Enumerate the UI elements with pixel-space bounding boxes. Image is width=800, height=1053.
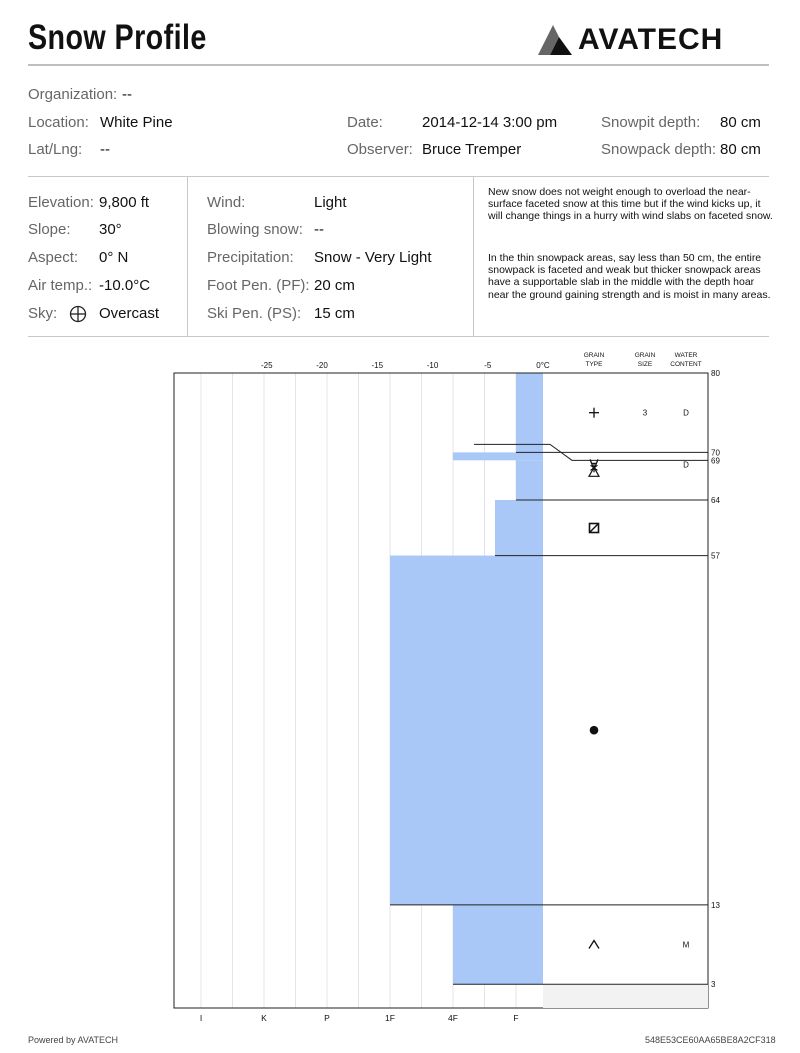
- hardness-bar-0: [516, 373, 543, 452]
- slope-value: 30°: [99, 221, 122, 238]
- precipitation-label: Precipitation:: [207, 249, 294, 266]
- hardness-tick-label: 4F: [448, 1013, 458, 1023]
- depth-label: 80: [711, 369, 720, 378]
- column-header-line2: TYPE: [585, 361, 603, 368]
- avatech-logo: [536, 22, 723, 58]
- depth-hoar-icon: [589, 941, 599, 949]
- notes-paragraph-1: New snow does not weight enough to overload the near-surface faceted snow at this time but if the wind kicks up, it will change things in a hurry with wind slabs on faceted snow.: [488, 186, 773, 223]
- powered-by: Powered by AVATECH: [28, 1035, 119, 1045]
- sky-value: Overcast: [99, 305, 160, 322]
- depth-label: 13: [711, 900, 720, 910]
- mixed-forms-icon: [590, 524, 599, 533]
- column-header-line1: GRAIN: [583, 352, 605, 359]
- hardness-tick-label: F: [513, 1013, 519, 1023]
- elevation-label: Elevation:: [28, 194, 94, 211]
- wind-value: Light: [314, 194, 347, 211]
- temp-tick-label: -25: [260, 361, 273, 370]
- depth-label: 57: [711, 551, 720, 561]
- ground-shading: [543, 984, 708, 1008]
- temp-tick-label: -10: [426, 361, 439, 370]
- aspect-label: Aspect:: [28, 249, 79, 266]
- grain-icons: [589, 408, 690, 950]
- date-value: 2014-12-14 3:00 pm: [422, 114, 558, 131]
- air-temp-label: Air temp.:: [28, 277, 93, 294]
- hardness-bar-5: [453, 905, 543, 984]
- hardness-tick-label: P: [324, 1013, 330, 1023]
- foot-pen-value: 20 cm: [314, 277, 355, 294]
- date-label: Date:: [347, 114, 383, 131]
- avatech-logo-icon: [536, 23, 574, 57]
- hardness-bars: [390, 373, 543, 984]
- latlng-value: --: [100, 141, 110, 158]
- observer-label: Observer:: [347, 141, 413, 158]
- foot-pen-label: Foot Pen. (PF):: [207, 277, 310, 294]
- latlng-label: Lat/Lng:: [28, 141, 83, 158]
- wind-label: Wind:: [207, 194, 246, 211]
- precipitation-value: Snow - Very Light: [314, 249, 432, 266]
- temp-tick-label: -15: [371, 361, 384, 370]
- hardness-tick-label: 1F: [385, 1013, 395, 1023]
- ski-pen-value: 15 cm: [314, 305, 355, 322]
- overcast-circle-icon: [68, 304, 88, 324]
- snow-profile-chart: [0, 340, 800, 1030]
- snowpack-depth-label: Snowpack depth:: [601, 141, 717, 158]
- depth-label: 70: [711, 448, 720, 458]
- hardness-bar-2: [516, 460, 543, 500]
- hardness-bar-1: [453, 452, 543, 460]
- snowpit-depth-value: 80 cm: [720, 114, 761, 131]
- profile-id: 548E53CE60AA65BE8A2CF318: [645, 1035, 776, 1045]
- precipitation-particles-icon: [589, 408, 599, 418]
- slope-label: Slope:: [28, 221, 71, 238]
- water-content-value: D: [683, 460, 689, 470]
- sky-label: Sky:: [28, 305, 58, 322]
- section-divider-top: [28, 176, 769, 177]
- column-header-line1: GRAIN: [634, 352, 656, 359]
- hardness-bar-3: [495, 500, 543, 556]
- blowing-snow-label: Blowing snow:: [207, 221, 303, 238]
- blowing-snow-value: --: [314, 221, 324, 238]
- location-label: Location:: [28, 114, 89, 131]
- notes-paragraph-2: In the thin snowpack areas, say less than 50 cm, the entire snowpack is faceted and weak but thicker snowpack areas have a supportable slab in the middle with the depth hoar near the ground gaining strength and is moist in many areas.: [488, 252, 771, 301]
- surface-hoar-icon: [589, 463, 599, 476]
- logo-text: AVATECH: [578, 23, 724, 56]
- water-content-value: D: [683, 408, 689, 418]
- page-title: Snow Profile: [28, 18, 207, 57]
- depth-label: 3: [711, 980, 716, 990]
- header-rule: [28, 64, 769, 66]
- hardness-bar-4: [390, 556, 543, 905]
- elevation-value: 9,800 ft: [99, 194, 150, 211]
- hardness-tick-label: I: [199, 1013, 203, 1023]
- organization-label: Organization:: [28, 86, 118, 103]
- observer-value: Bruce Tremper: [422, 141, 522, 158]
- location-value: White Pine: [100, 114, 173, 131]
- column-header-line2: CONTENT: [670, 361, 702, 368]
- temp-tick-label: 0°C: [536, 361, 550, 370]
- melt-forms-icon: [590, 726, 599, 735]
- column-divider-1: [187, 176, 188, 336]
- air-temp-value: -10.0°C: [99, 277, 151, 294]
- aspect-value: 0° N: [99, 249, 129, 266]
- water-content-value: M: [682, 940, 690, 950]
- column-header-line2: SIZE: [637, 361, 653, 368]
- snowpit-depth-label: Snowpit depth:: [601, 114, 701, 131]
- column-divider-2: [473, 176, 474, 336]
- depth-label: 64: [711, 496, 720, 505]
- section-divider-bottom: [28, 336, 769, 337]
- depth-label: 69: [711, 456, 720, 466]
- ski-pen-label: Ski Pen. (PS):: [207, 305, 302, 322]
- temp-tick-label: -5: [484, 361, 492, 370]
- organization-value: --: [122, 86, 132, 103]
- grain-size-value: 3: [642, 408, 648, 418]
- temp-tick-label: -20: [316, 361, 328, 370]
- snowpack-depth-value: 80 cm: [720, 141, 761, 158]
- hardness-tick-label: K: [261, 1013, 267, 1023]
- column-header-line1: WATER: [674, 352, 698, 359]
